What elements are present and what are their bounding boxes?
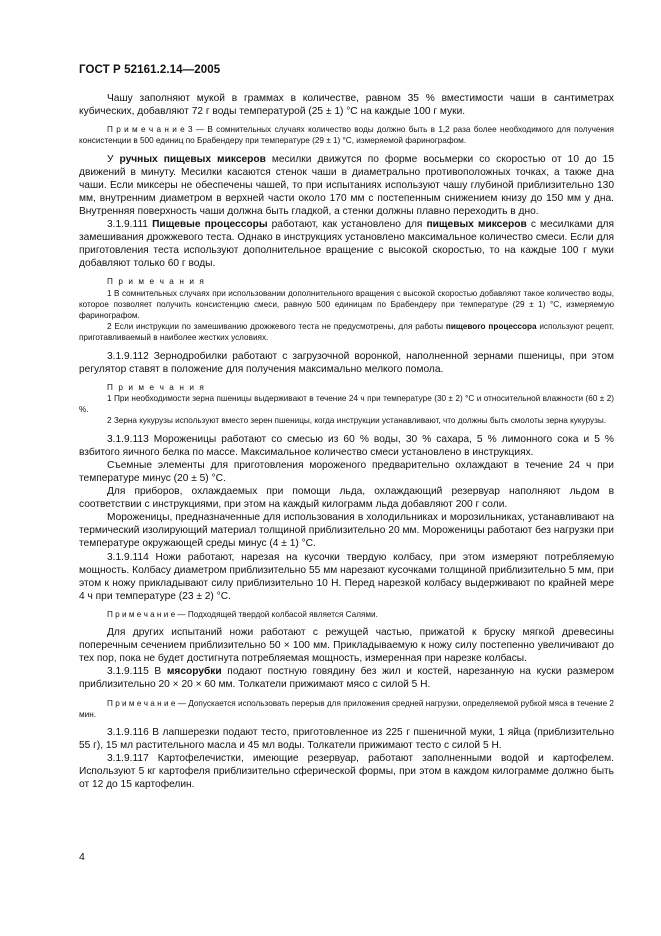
paragraph: Для приборов, охлаждаемых при помощи льда, охлаждающий резервуар наполняют льдом в соответствии с инструкциями, при этом на каждый килограмм льда добавляют 200 г соли. (79, 486, 614, 511)
note: 1 При необходимости зерна пшеницы выдерживают в течение 24 ч при температуре (30 ± 2) °С и относительной влажности (60 ± 2) %. (79, 394, 614, 415)
paragraph: Мороженицы, предназначенные для использования в холодильниках и морозильниках, устанавливают на термический изолирующий материал толщиной приблизительно 20 мм. Мороженицы работают без нагрузки при температуре окружающей среды минус (4 ± 1) °С. (79, 512, 614, 550)
paragraph: 3.1.9.117 Картофелечистки, имеющие резервуар, работают заполненными водой и картофелем. Используют 5 кг картофеля приблизительно сферической формы, при этом в каждом килограмме должно быть от 12 до 15 картофелин. (79, 753, 614, 791)
notes-heading: П р и м е ч а н и я (107, 277, 206, 287)
paragraph: 3.1.9.113 Мороженицы работают со смесью из 60 % воды, 30 % сахара, 5 % лимонного сока и 5 % взбитого яичного белка по массе. Максимальное количество смеси установлено в инструкциях. (79, 433, 614, 458)
paragraph: 3.1.9.112 Зернодробилки работают с загрузочной воронкой, наполненной зернами пшеницы, при этом регулятор ставят в положение для получения максимально мелкого помола. (79, 350, 614, 375)
note: П р и м е ч а н и е 3 — В сомнительных случаях количество воды должно быть в 1,2 раза более необходимого для получения консистенции в 500 единиц по Брабендеру при температуре (29 ± 1) °С, измеряемой фаринографом. (79, 125, 614, 146)
note: П р и м е ч а н и е — Допускается использовать перерыв для приложения средней нагрузки, определяемой рубкой мяса в течение 2 мин. (79, 698, 614, 719)
notes-heading: П р и м е ч а н и я (107, 382, 206, 392)
paragraph: 3.1.9.115 В мясорубки подают постную говядину без жил и костей, нарезанную на куски размером приблизительно 20 × 20 × 60 мм. Толкатели прижимают мясо с силой 5 Н. (79, 666, 614, 691)
paragraph: Для других испытаний ножи работают с режущей частью, прижатой к бруску мягкой древесины поперечным сечением приблизительно 50 × 100 мм. Прикладываемую к ножу силу постепенно увеличивают до тех пор, пока не будет достигнута потребляемая мощность, измеренная при нарезке колбасы. (79, 627, 614, 665)
page-header-title: ГОСТ Р 52161.2.14—2005 (79, 64, 221, 76)
paragraph: У ручных пищевых миксеров месилки движутся по форме восьмерки со скоростью от 10 до 15 движений в минуту. Месилки касаются стенок чаши в диаметрально противоположных точках, а также дна чаши. Если миксеры не обеспечены чашей, то при испытаниях используют чашу глубиной приблизительно 130 мм, внутренним диаметром в верхней части около 170 мм с постепенным снижением книзу до 150 мм у дна. Внутренняя поверхность чаши должна быть гладкой, а стенки должны плавно переходить в дно. (79, 153, 614, 217)
paragraph: 3.1.9.116 В лапшерезки подают тесто, приготовленное из 225 г пшеничной муки, 1 яйца (приблизительно 55 г), 15 мл растительного масла и 45 мл воды. Толкатели прижимают тесто с силой 5 Н. (79, 726, 614, 752)
paragraph: 3.1.9.111 Пищевые процессоры работают, как установлено для пищевых миксеров с месилками для замешивания дрожжевого теста. Однако в инструкциях установлено максимальное количество смеси. Если для приготовления теста используют дополнительное вращение с высокой скоростью, то на каждые 100 г муки добавляют только 60 г воды. (79, 219, 614, 270)
note: П р и м е ч а н и е — Подходящей твердой колбасой является Салями. (107, 609, 378, 619)
note: 1 В сомнительных случаях при использовании дополнительного вращения с высокой скоростью добавляют такое количество воды, которое позволяет получить консистенцию смеси, равную 500 единицам по Брабендеру при температуре (29 ± 1) °С, измеряемую фаринографом. (79, 288, 614, 321)
note: 2 Если инструкции по замешиванию дрожжевого теста не предусмотрены, для работы пищевого процессора используют рецепт, приготавливаемый в наиболее жестких условиях. (79, 322, 614, 343)
page-number: 4 (79, 851, 85, 863)
note: 2 Зерна кукурузы используют вместо зерен пшеницы, когда инструкции устанавливают, что должны быть смолоты зерна кукурузы. (107, 416, 606, 426)
paragraph: Чашу заполняют мукой в граммах в количестве, равном 35 % вместимости чаши в сантиметрах кубических, добавляют 72 г воды температурой (25 ± 1) °С на каждые 100 г муки. (79, 93, 614, 118)
paragraph: Съемные элементы для приготовления мороженого предварительно охлаждают в течение 24 ч при температуре минус (20 ± 5) °С. (79, 459, 614, 484)
paragraph: 3.1.9.114 Ножи работают, нарезая на кусочки твердую колбасу, при этом измеряют потребляемую мощность. Колбасу диаметром приблизительно 55 мм нарезают кусочками толщиной приблизительно 5 мм, при этом к ножу прикладывают силу приблизительно 10 Н. Перед нарезкой колбасу выдерживают по крайней мере 4 ч при температуре (23 ± 2) °С. (79, 551, 614, 602)
document-body (79, 92, 614, 791)
